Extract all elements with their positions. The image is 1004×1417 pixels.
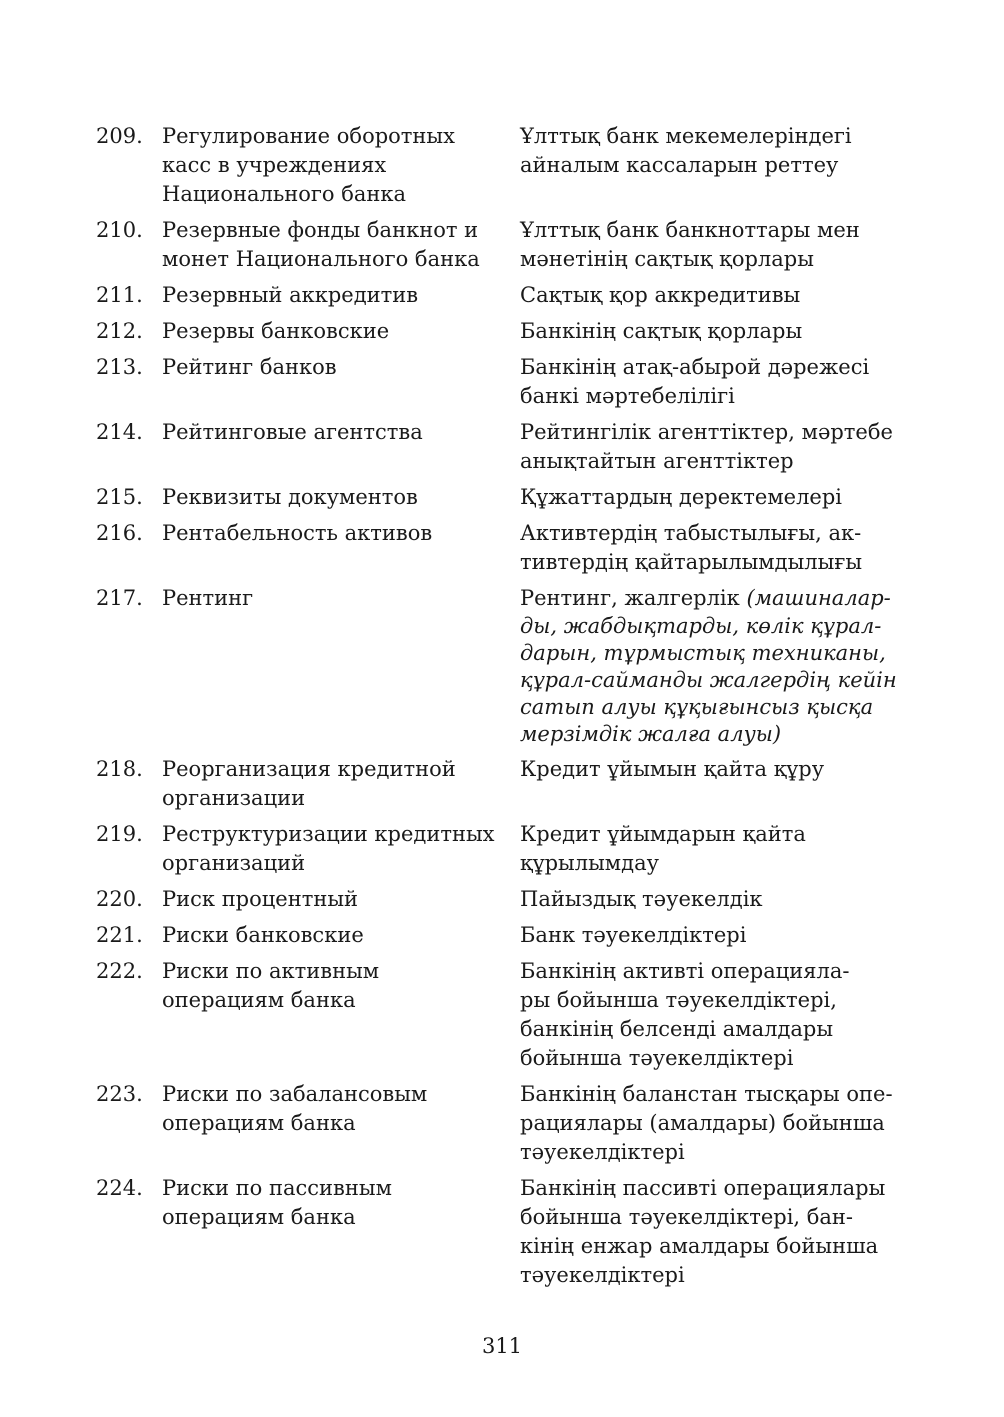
entry-number: 210.: [96, 218, 143, 242]
russian-term-line: Рентинг: [162, 586, 254, 610]
russian-term-line: Риски по пассивным: [162, 1176, 392, 1200]
russian-term-line: монет Национального банка: [162, 247, 480, 271]
glossary-entry: [96, 483, 916, 512]
entry-number: 219.: [96, 822, 143, 846]
entry-number: 216.: [96, 521, 143, 545]
kazakh-term-line: бойынша тәуекелдіктері: [520, 1046, 794, 1070]
russian-term-line: Риски по активным: [162, 959, 380, 983]
russian-term: [162, 216, 520, 274]
kazakh-term-line: айналым кассаларын реттеу: [520, 153, 839, 177]
glossary-entry: [96, 957, 916, 1073]
kazakh-term-line: ры бойынша тәуекелдіктері,: [520, 988, 837, 1012]
glossary-entry: [96, 122, 916, 209]
page-number: 311: [481, 1334, 523, 1358]
kazakh-term-line: Кредит ұйымдарын қайта: [520, 822, 806, 846]
kazakh-term-line: тәуекелдіктері: [520, 1140, 685, 1164]
russian-term-line: Риски по забалансовым: [162, 1082, 428, 1106]
kazakh-term: [520, 1174, 916, 1290]
kazakh-term-line: банкінің белсенді амалдары: [520, 1017, 834, 1041]
kazakh-term-line: Сақтық қор аккредитивы: [520, 283, 801, 307]
russian-term: [162, 584, 520, 748]
russian-term: [162, 957, 520, 1073]
kazakh-term-line: Кредит ұйымын қайта құру: [520, 757, 825, 781]
kazakh-term: [520, 584, 916, 748]
kazakh-term-note-line: сатып алуы құқығынсыз қысқа: [520, 695, 874, 719]
russian-term-line: Риски банковские: [162, 923, 364, 947]
kazakh-term-note-line: құрал-сайманды жалгердің кейін: [520, 668, 897, 692]
kazakh-term-line: [520, 584, 916, 613]
kazakh-term-line: банкі мәртебелілігі: [520, 384, 735, 408]
russian-term: [162, 353, 520, 411]
entry-number: 224.: [96, 1176, 143, 1200]
russian-term: [162, 281, 520, 310]
russian-term: [162, 755, 520, 813]
entry-number: 213.: [96, 355, 143, 379]
glossary-entry: [96, 418, 916, 476]
entry-number: 220.: [96, 887, 143, 911]
kazakh-term-line: Активтердің табыстылығы, ак-: [520, 521, 862, 545]
glossary-entry: [96, 921, 916, 950]
kazakh-term: [520, 755, 916, 813]
entry-number: 214.: [96, 420, 143, 444]
russian-term: [162, 122, 520, 209]
glossary-entry: [96, 519, 916, 577]
kazakh-term-line: Банкінің активті операцияла-: [520, 959, 850, 983]
kazakh-term: [520, 820, 916, 878]
kazakh-term-note: (машиналар-: [746, 586, 891, 610]
glossary-list: [96, 122, 916, 1297]
glossary-entry: [96, 1174, 916, 1290]
kazakh-term-text: Рентинг, жалгерлік: [520, 586, 747, 610]
kazakh-term-note-line: ды, жабдықтарды, көлік құрал-: [520, 614, 882, 638]
entry-number: 215.: [96, 485, 143, 509]
kazakh-term-line: кінің енжар амалдары бойынша: [520, 1234, 879, 1258]
glossary-entry: [96, 281, 916, 310]
russian-term-line: Рентабельность активов: [162, 521, 433, 545]
kazakh-term: [520, 483, 916, 512]
kazakh-term-line: құрылымдау: [520, 851, 659, 875]
kazakh-term: [520, 353, 916, 411]
entry-number: 218.: [96, 757, 143, 781]
kazakh-term-line: анықтайтын агенттіктер: [520, 449, 794, 473]
kazakh-term: [520, 957, 916, 1073]
kazakh-term: [520, 921, 916, 950]
kazakh-term: [520, 317, 916, 346]
kazakh-term-line: Рейтингілік агенттіктер, мәртебе: [520, 420, 893, 444]
russian-term: [162, 921, 520, 950]
russian-term-line: Национального банка: [162, 182, 407, 206]
russian-term: [162, 885, 520, 914]
entry-number: 211.: [96, 283, 143, 307]
russian-term-line: Реструктуризации кредитных: [162, 822, 495, 846]
kazakh-term-line: Банкінің пассивті операциялары: [520, 1176, 886, 1200]
kazakh-term: [520, 122, 916, 209]
kazakh-term-line: Ұлттық банк мекемелеріндегі: [520, 124, 852, 148]
glossary-entry: [96, 216, 916, 274]
kazakh-term: [520, 885, 916, 914]
entry-number: 212.: [96, 319, 143, 343]
glossary-entry: [96, 755, 916, 813]
russian-term-line: организаций: [162, 851, 306, 875]
russian-term-line: Резервные фонды банкнот и: [162, 218, 479, 242]
kazakh-term-note-line: мерзімдік жалға алуы): [520, 722, 782, 746]
russian-term: [162, 1080, 520, 1167]
entry-number: 222.: [96, 959, 143, 983]
kazakh-term-line: Құжаттардың деректемелері: [520, 485, 843, 509]
kazakh-term-line: тивтердің қайтарылымдылығы: [520, 550, 863, 574]
russian-term-line: Реквизиты документов: [162, 485, 418, 509]
kazakh-term: [520, 418, 916, 476]
glossary-entry: [96, 584, 916, 748]
russian-term-line: операциям банка: [162, 988, 356, 1012]
russian-term: [162, 317, 520, 346]
entry-number: 217.: [96, 586, 143, 610]
glossary-entry: [96, 353, 916, 411]
entry-number: 223.: [96, 1082, 143, 1106]
russian-term-line: Регулирование оборотных: [162, 124, 455, 148]
kazakh-term: [520, 281, 916, 310]
kazakh-term-line: Банкінің баланстан тысқары опе-: [520, 1082, 893, 1106]
kazakh-term-line: рациялары (амалдары) бойынша: [520, 1111, 885, 1135]
russian-term-line: Резервы банковские: [162, 319, 390, 343]
glossary-entry: [96, 820, 916, 878]
russian-term-line: Рейтинговые агентства: [162, 420, 423, 444]
kazakh-term-line: тәуекелдіктері: [520, 1263, 685, 1287]
glossary-entry: [96, 885, 916, 914]
kazakh-term-line: Банк тәуекелдіктері: [520, 923, 747, 947]
kazakh-term-line: бойынша тәуекелдіктері, бан-: [520, 1205, 854, 1229]
russian-term-line: операциям банка: [162, 1111, 356, 1135]
entry-number: 209.: [96, 124, 143, 148]
kazakh-term: [520, 1080, 916, 1167]
russian-term-line: операциям банка: [162, 1205, 356, 1229]
russian-term-line: Реорганизация кредитной: [162, 757, 456, 781]
russian-term-line: касс в учреждениях: [162, 153, 387, 177]
kazakh-term-line: мәнетінің сақтық қорлары: [520, 247, 814, 271]
kazakh-term: [520, 216, 916, 274]
kazakh-term-line: Банкінің сақтық қорлары: [520, 319, 803, 343]
russian-term-line: Рейтинг банков: [162, 355, 337, 379]
russian-term-line: Резервный аккредитив: [162, 283, 419, 307]
kazakh-term-note-block: [520, 613, 916, 748]
entry-number: 221.: [96, 923, 143, 947]
kazakh-term: [520, 519, 916, 577]
kazakh-term-line: Ұлттық банк банкноттары мен: [520, 218, 860, 242]
russian-term: [162, 519, 520, 577]
russian-term-line: организации: [162, 786, 306, 810]
russian-term: [162, 483, 520, 512]
kazakh-term-note-line: дарын, тұрмыстық техниканы,: [520, 641, 886, 665]
glossary-entry: [96, 1080, 916, 1167]
kazakh-term-line: Пайыздық тәуекелдік: [520, 887, 763, 911]
kazakh-term-line: Банкінің атақ-абырой дәрежесі: [520, 355, 870, 379]
russian-term: [162, 1174, 520, 1290]
russian-term-line: Риск процентный: [162, 887, 359, 911]
russian-term: [162, 418, 520, 476]
russian-term: [162, 820, 520, 878]
glossary-entry: [96, 317, 916, 346]
